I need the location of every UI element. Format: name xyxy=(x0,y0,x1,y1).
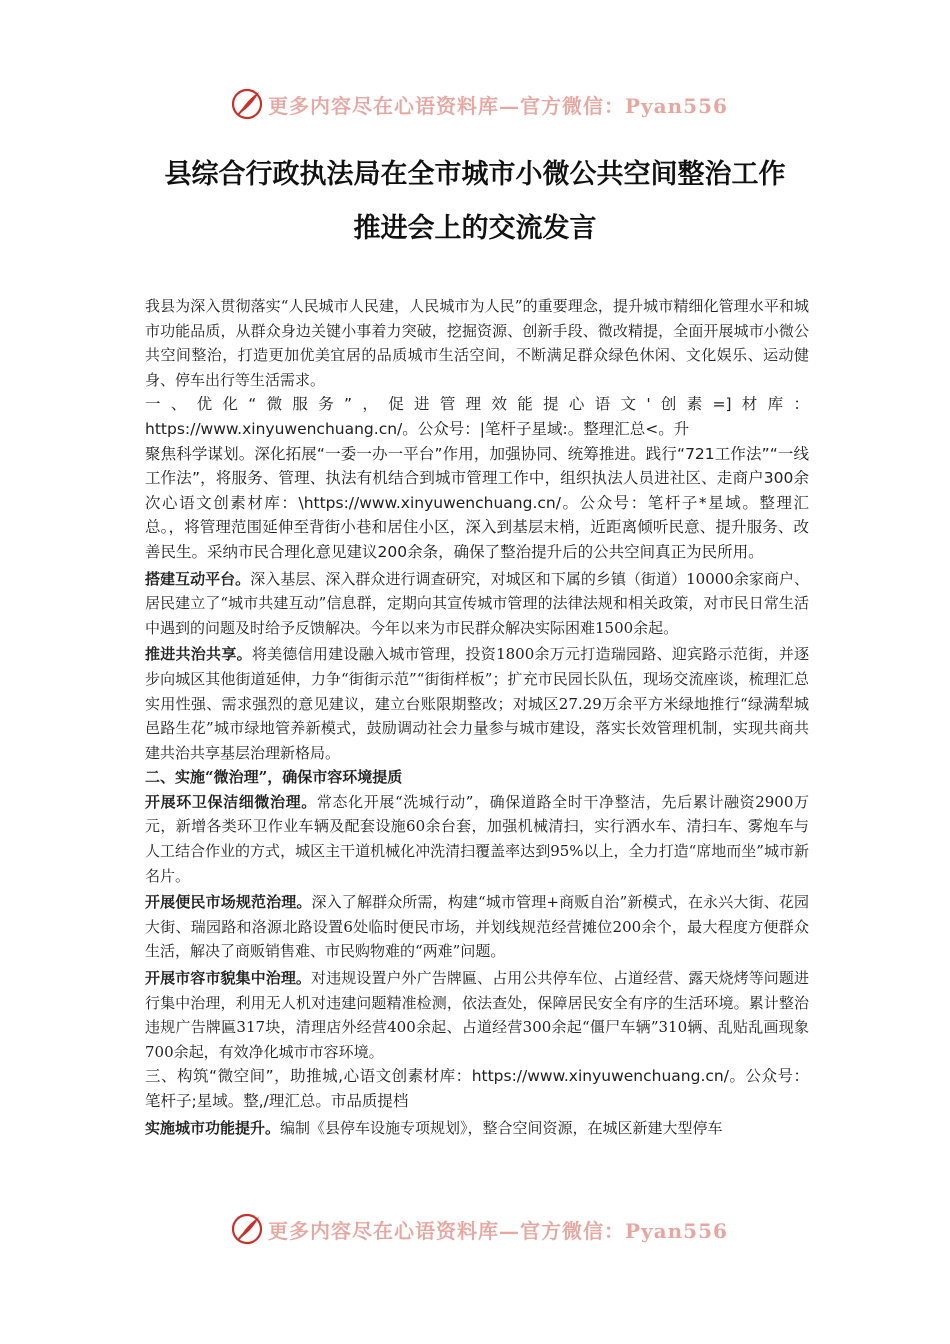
title-line-1: 县综合行政执法局在全市城市小微公共空间整治工作 xyxy=(164,159,786,190)
quill-logo-icon xyxy=(230,1212,264,1246)
section-3-heading: 三、构筑“微空间”，助推城,心语文创素材库：https://www.xinyuwenchuang.cn/。公众号：笔杆子;星域。整,/理汇总。市品质提档 xyxy=(145,1067,809,1110)
section-2-paragraph-2: 开展便民市场规范治理。深入了解群众所需，构建“城市管理+商贩自治”新模式，在永兴大街、花园大街、瑞园路和洛源北路设置6处临时便民市场，并划线规范经营摊位200余个，最大程度方便群众生活，解决了商贩销售难、市民购物难的“两难”问题。 xyxy=(145,893,809,961)
section-1-heading: 一、优化“微服务”，促进管理效能提心语文'创素=]材库：https://www.xinyuwenchuang.cn/。公众号：|笔杆子星域:。整理汇总<。升 xyxy=(145,395,809,438)
paragraph-lead: 开展环卫保洁细微治理。 xyxy=(145,792,317,811)
paragraph-lead: 实施城市功能提升。 xyxy=(145,1118,281,1137)
footer-banner-text: 更多内容尽在心语资料库—官方微信：Pyan556 xyxy=(268,1218,728,1243)
paragraph-lead: 搭建互动平台。 xyxy=(145,569,251,588)
article-body xyxy=(145,294,809,1140)
section-1-paragraph-2: 搭建互动平台。深入基层、深入群众进行调查研究，对城区和下属的乡镇（街道）10000余家商户、居民建立了“城市共建互动”信息群，定期向其宣传城市管理的法律法规和相关政策，对市民日常生活中遇到的问题及时给予反馈解决。今年以来为市民群众解决实际困难1500余起。 xyxy=(145,569,809,637)
title-line-2: 推进会上的交流发言 xyxy=(353,213,597,244)
paragraph-lead: 推进共治共享。 xyxy=(145,645,252,664)
section-1-paragraph-1: 聚焦科学谋划。深化拓展“一委一办一平台”作用，加强协同、统筹推进。践行“721工作法”“一线工作法”，将服务、管理、执法有机结合到城市管理工作中，组织执法人员进社区、走商户300余次心语文创素材库：\https://www.xinyuwenchuang.cn/。公众号：笔杆子*星域。整理汇总。，将管理范围延伸至背街小巷和居住小区，深入到基层末梢，近距离倾听民意、提升服务、改善民生。采纳市民合理化意见建议200余条，确保了整治提升后的公共空间真正为民所用。 xyxy=(145,444,809,561)
paragraph-lead: 开展便民市场规范治理。 xyxy=(145,893,312,912)
section-3-paragraph-1: 实施城市功能提升。编制《县停车设施专项规划》，整合空间资源，在城区新建大型停车 xyxy=(145,1118,723,1137)
header-banner-text: 更多内容尽在心语资料库—官方微信：Pyan556 xyxy=(268,93,728,118)
section-1-paragraph-3: 推进共治共享。将美德信用建设融入城市管理，投资1800余万元打造瑞园路、迎宾路示范街，并逐步向城区其他街道延伸，力争“街街示范”“街街样板”；扩充市民园长队伍，现场交流座谈，梳理汇总实用性强、需求强烈的意见建议，建立台账限期整改；对城区27.29万余平方米绿地推行“绿满犁城邑路生花”城市绿地管养新模式，鼓励调动社会力量参与城市建设，落实长效管理机制，实现共商共建共治共享基层治理新格局。 xyxy=(145,645,809,762)
footer-banner xyxy=(230,1209,750,1249)
intro-paragraph: 我县为深入贯彻落实“人民城市人民建，人民城市为人民”的重要理念，提升城市精细化管理水平和城市功能品质，从群众身边关键小事着力突破，挖掘资源、创新手段、微改精提，全面开展城市小微公共空间整治，打造更加优美宜居的品质城市生活空间，不断满足群众绿色休闲、文化娱乐、运动健身、停车出行等生活需求。 xyxy=(145,297,809,389)
header-banner xyxy=(230,84,750,124)
section-2-paragraph-1: 开展环卫保洁细微治理。常态化开展“洗城行动”，确保道路全时干净整洁，先后累计融资2900万元，新增各类环卫作业车辆及配套设施60余台套，加强机械清扫，实行洒水车、清扫车、雾炮车与人工结合作业的方式，城区主干道机械化冲洗清扫覆盖率达到95%以上，全力打造“席地而坐”城市新名片。 xyxy=(145,792,809,885)
quill-logo-icon xyxy=(230,87,264,121)
page-title xyxy=(100,148,850,256)
paragraph-lead: 开展市容市貌集中治理。 xyxy=(145,969,312,988)
section-2-heading: 二、实施“微治理”，确保市容环境提质 xyxy=(145,768,403,787)
section-2-paragraph-3: 开展市容市貌集中治理。对违规设置户外广告牌匾、占用公共停车位、占道经营、露天烧烤等问题进行集中治理，利用无人机对违建问题精准检测，依法查处，保障居民安全有序的生活环境。累计整治违规广告牌匾317块，清理店外经营400余起、占道经营300余起“僵尸车辆”310辆、乱贴乱画现象700余起，有效净化城市市容环境。 xyxy=(145,969,809,1061)
